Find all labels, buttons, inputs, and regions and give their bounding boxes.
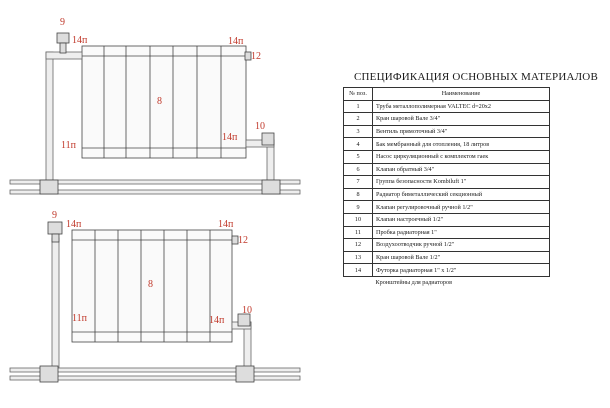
valve-10-top [262,133,274,145]
label-valve-10: 10 [255,121,265,132]
table-row: 9 Клапан регулировочный ручной 1/2" [344,201,550,214]
table-row: 7 Группа безопасности Kombiluft 1" [344,176,550,189]
table-row: 2 Кран шаровой Вале 3/4" [344,113,550,126]
valve-9-bottom [48,222,62,234]
label-fitting-14p: 14п [228,36,244,47]
header-num: № поз. [344,88,373,101]
table-row: 5 Насос циркуляционный с комплектом гаек [344,150,550,163]
table-row: 12 Воздухоотводчик ручной 1/2" [344,239,550,252]
table-row: 14 Футорка радиаторная 1" х 1/2" [344,264,550,277]
table-row: 8 Радиатор биметаллический секционный [344,188,550,201]
label-vent-12: 12 [238,235,248,246]
label-fitting-14p: 14п [218,219,234,230]
header-name: Наименование [373,88,550,101]
table-row: Кронштейны для радиаторов [375,279,453,287]
label-valve-10: 10 [242,305,252,316]
label-fitting-14p: 14п [66,219,82,230]
label-vent-12: 12 [251,51,261,62]
table-row: 1 Труба металлополимерная VALTEC d=20х2 [344,100,550,113]
label-valve-9: 9 [52,210,57,221]
label-valve-9: 9 [60,17,65,28]
table-row: 11 Пробка радиаторная 1" [344,226,550,239]
table-row: 3 Вентиль прямоточный 3/4" [344,125,550,138]
table-row: 13 Кран шаровой Вале 1/2" [344,251,550,264]
valve-9-top [57,33,69,43]
table-row: 6 Клапан обратный 3/4" [344,163,550,176]
spec-title: СПЕЦИФИКАЦИЯ ОСНОВНЫХ МАТЕРИАЛОВ [354,71,598,83]
label-fitting-14p: 14п [209,315,225,326]
label-radiator-8: 8 [157,96,162,107]
label-plug-11p: 11п [72,313,87,324]
table-row: 10 Клапан настроечный 1/2" [344,213,550,226]
label-radiator-8: 8 [148,279,153,290]
label-fitting-14p: 14п [72,35,88,46]
table-row: 4 Бак мембранный для отопления, 18 литров [344,138,550,151]
spec-table [343,87,550,289]
label-fitting-14p: 14п [222,132,238,143]
label-plug-11p: 11п [61,140,76,151]
